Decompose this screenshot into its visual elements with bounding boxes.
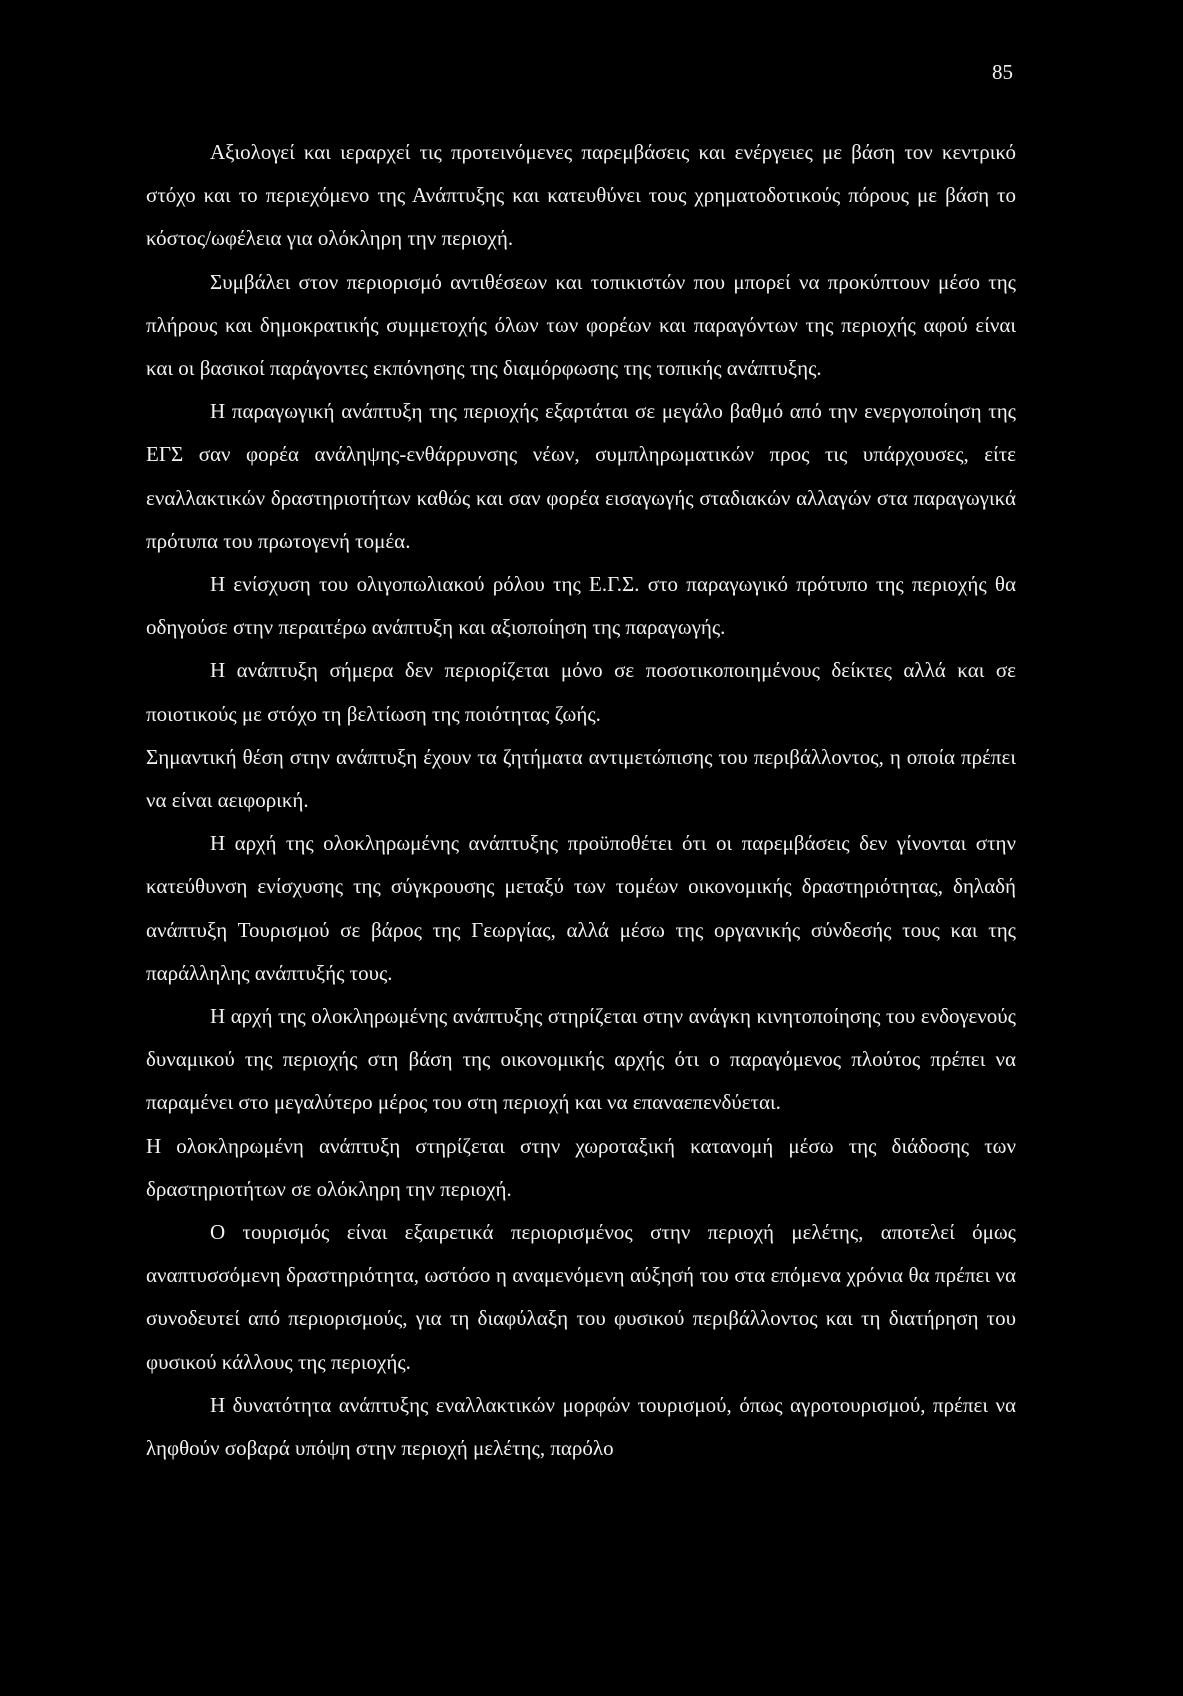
document-body	[146, 131, 1016, 1470]
paragraph: Συμβάλει στον περιορισμό αντιθέσεων και τοπικιστών που μπορεί να προκύπτουν μέσο της πλήρους και δημοκρατικής συμμετοχής όλων των φορέων και παραγόντων της περιοχής αφού είναι και οι βασικοί παράγοντες εκπόνησης της διαμόρφωσης της τοπικής ανάπτυξης.	[146, 269, 1016, 381]
page-number: 85	[992, 60, 1013, 84]
paragraph: Η δυνατότητα ανάπτυξης εναλλακτικών μορφών τουρισμού, όπως αγροτουρισμού, πρέπει να ληφθούν σοβαρά υπόψη στην περιοχή μελέτης, παρόλο	[146, 1392, 1016, 1461]
paragraph: Η ολοκληρωμένη ανάπτυξη στηρίζεται στην χωροταξική κατανομή μέσω της διάδοσης των δραστηριοτήτων σε ολόκληρη την περιοχή.	[146, 1133, 1016, 1201]
paragraph: Η παραγωγική ανάπτυξη της περιοχής εξαρτάται σε μεγάλο βαθμό από την ενεργοποίηση της ΕΓΣ σαν φορέα ανάληψης-ενθάρρυνσης νέων, συμπληρωματικών προς τις υπάρχουσες, είτε εναλλακτικών δραστηριοτήτων καθώς και σαν φορέα εισαγωγής σταδιακών αλλαγών στα παραγωγικά πρότυπα του πρωτογενή τομέα.	[146, 399, 1016, 553]
paragraph: Αξιολογεί και ιεραρχεί τις προτεινόμενες παρεμβάσεις και ενέργειες με βάση τον κεντρικό στόχο και το περιεχόμενο της Ανάπτυξης και κατευθύνει τους χρηματοδοτικούς πόρους με βάση το κόστος/ωφέλεια για ολόκληρη την περιοχή.	[146, 140, 1016, 251]
paragraph: Η ανάπτυξη σήμερα δεν περιορίζεται μόνο σε ποσοτικοποιημένους δείκτες αλλά και σε ποιοτικούς με στόχο τη βελτίωση της ποιότητας ζωής.	[146, 658, 1016, 726]
paragraph: Σημαντική θέση στην ανάπτυξη έχουν τα ζητήματα αντιμετώπισης του περιβάλλοντος, η οποία πρέπει να είναι αειφορική.	[146, 744, 1016, 813]
paragraph: Η αρχή της ολοκληρωμένης ανάπτυξης προϋποθέτει ότι οι παρεμβάσεις δεν γίνονται στην κατεύθυνση ενίσχυσης της σύγκρουσης μεταξύ των τομέων οικονομικής δραστηριότητας, δηλαδή ανάπτυξη Τουρισμού σε βάρος της Γεωργίας, αλλά μέσω της οργανικής σύνδεσής τους και της παράλληλης ανάπτυξής τους.	[146, 831, 1016, 985]
paragraph: Ο τουρισμός είναι εξαιρετικά περιορισμένος στην περιοχή μελέτης, αποτελεί όμως αναπτυσσόμενη δραστηριότητα, ωστόσο η αναμενόμενη αύξησή του στα επόμενα χρόνια θα πρέπει να συνοδευτεί από περιορισμούς, για τη διαφύλαξη του φυσικού περιβάλλοντος και τη διατήρηση του φυσικού κάλλους της περιοχής.	[146, 1220, 1016, 1374]
paragraph: Η ενίσχυση του ολιγοπωλιακού ρόλου της Ε.Γ.Σ. στο παραγωγικό πρότυπο της περιοχής θα οδηγούσε στην περαιτέρω ανάπτυξη και αξιοποίηση της παραγωγής.	[146, 572, 1016, 640]
paragraph: Η αρχή της ολοκληρωμένης ανάπτυξης στηρίζεται στην ανάγκη κινητοποίησης του ενδογενούς δυναμικού της περιοχής στη βάση της οικονομικής αρχής ότι ο παραγόμενος πλούτος πρέπει να παραμένει στο μεγαλύτερο μέρος του στη περιοχή και να επαναεπενδύεται.	[146, 1004, 1016, 1115]
